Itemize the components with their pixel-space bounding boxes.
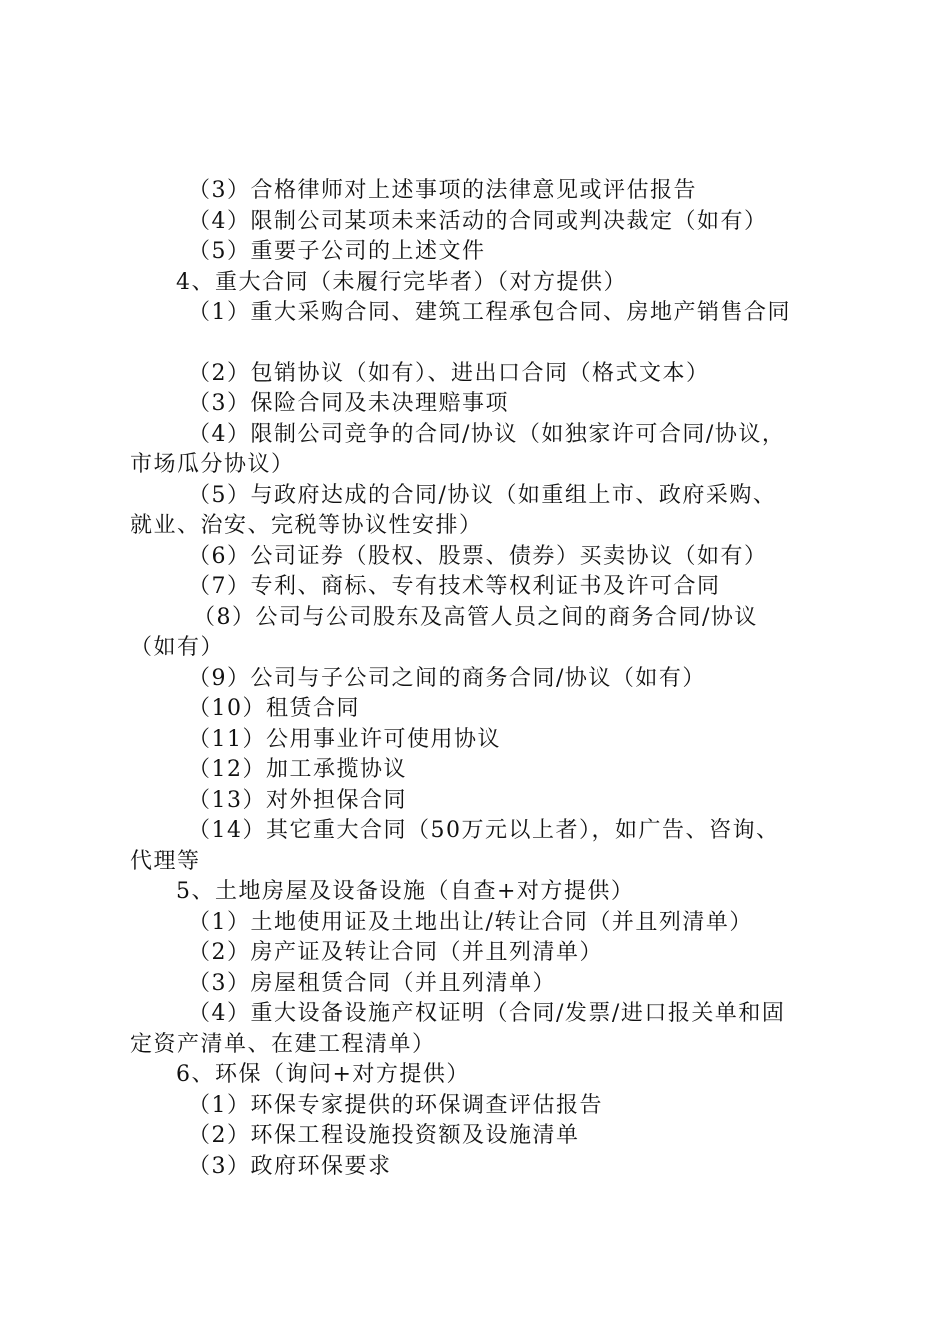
- section-heading: 5、土地房屋及设备设施（自查+对方提供）: [176, 879, 635, 904]
- section-heading: 4、重大合同（未履行完毕者）（对方提供）: [176, 270, 627, 295]
- list-item: （3）保险合同及未决理赔事项: [188, 391, 509, 416]
- list-item: （5）与政府达成的合同/协议（如重组上市、政府采购、: [188, 483, 777, 508]
- list-item-continuation: 代理等: [130, 849, 201, 874]
- list-item-continuation: 定资产清单、在建工程清单）: [130, 1032, 436, 1057]
- list-item: （5）重要子公司的上述文件: [188, 239, 486, 264]
- list-item: （3）合格律师对上述事项的法律意见或评估报告: [188, 178, 697, 203]
- list-item: （11）公用事业许可使用协议: [188, 727, 501, 752]
- list-item: （1）环保专家提供的环保调查评估报告: [188, 1093, 603, 1118]
- section-heading: 6、环保（询问+对方提供）: [176, 1062, 470, 1087]
- list-item: （2）包销协议（如有）、进出口合同（格式文本）: [188, 361, 710, 386]
- list-item: （2）环保工程设施投资额及设施清单: [188, 1123, 580, 1148]
- list-item: （14）其它重大合同（50万元以上者），如广告、咨询、: [188, 818, 780, 843]
- list-item: （4）重大设备设施产权证明（合同/发票/进口报关单和固: [188, 1001, 786, 1026]
- list-item-continuation: （如有）: [130, 635, 225, 660]
- list-item: （4）限制公司竞争的合同/协议（如独家许可合同/协议，: [188, 422, 786, 447]
- list-item: （3）政府环保要求: [188, 1154, 392, 1179]
- list-item: （7）专利、商标、专有技术等权利证书及许可合同: [188, 574, 721, 599]
- list-item: （13）对外担保合同: [188, 788, 407, 813]
- list-item: （2）房产证及转让合同（并且列清单）: [188, 940, 603, 965]
- list-item: （4）限制公司某项未来活动的合同或判决裁定（如有）: [188, 209, 768, 234]
- list-item: （12）加工承揽协议: [188, 757, 407, 782]
- list-item: （10）租赁合同: [188, 696, 360, 721]
- list-item: （6）公司证券（股权、股票、债券）买卖协议（如有）: [188, 544, 768, 569]
- list-item: （3）房屋租赁合同（并且列清单）: [188, 971, 556, 996]
- list-item: （9）公司与子公司之间的商务合同/协议（如有）: [188, 666, 706, 691]
- list-item-continuation: 市场瓜分协议）: [130, 452, 295, 477]
- list-item: （8）公司与公司股东及高管人员之间的商务合同/协议: [193, 605, 758, 630]
- list-item: （1）重大采购合同、建筑工程承包合同、房地产销售合同: [188, 300, 791, 325]
- list-item: （1）土地使用证及土地出让/转让合同（并且列清单）: [188, 910, 753, 935]
- list-item-continuation: 就业、治安、完税等协议性安排）: [130, 513, 483, 538]
